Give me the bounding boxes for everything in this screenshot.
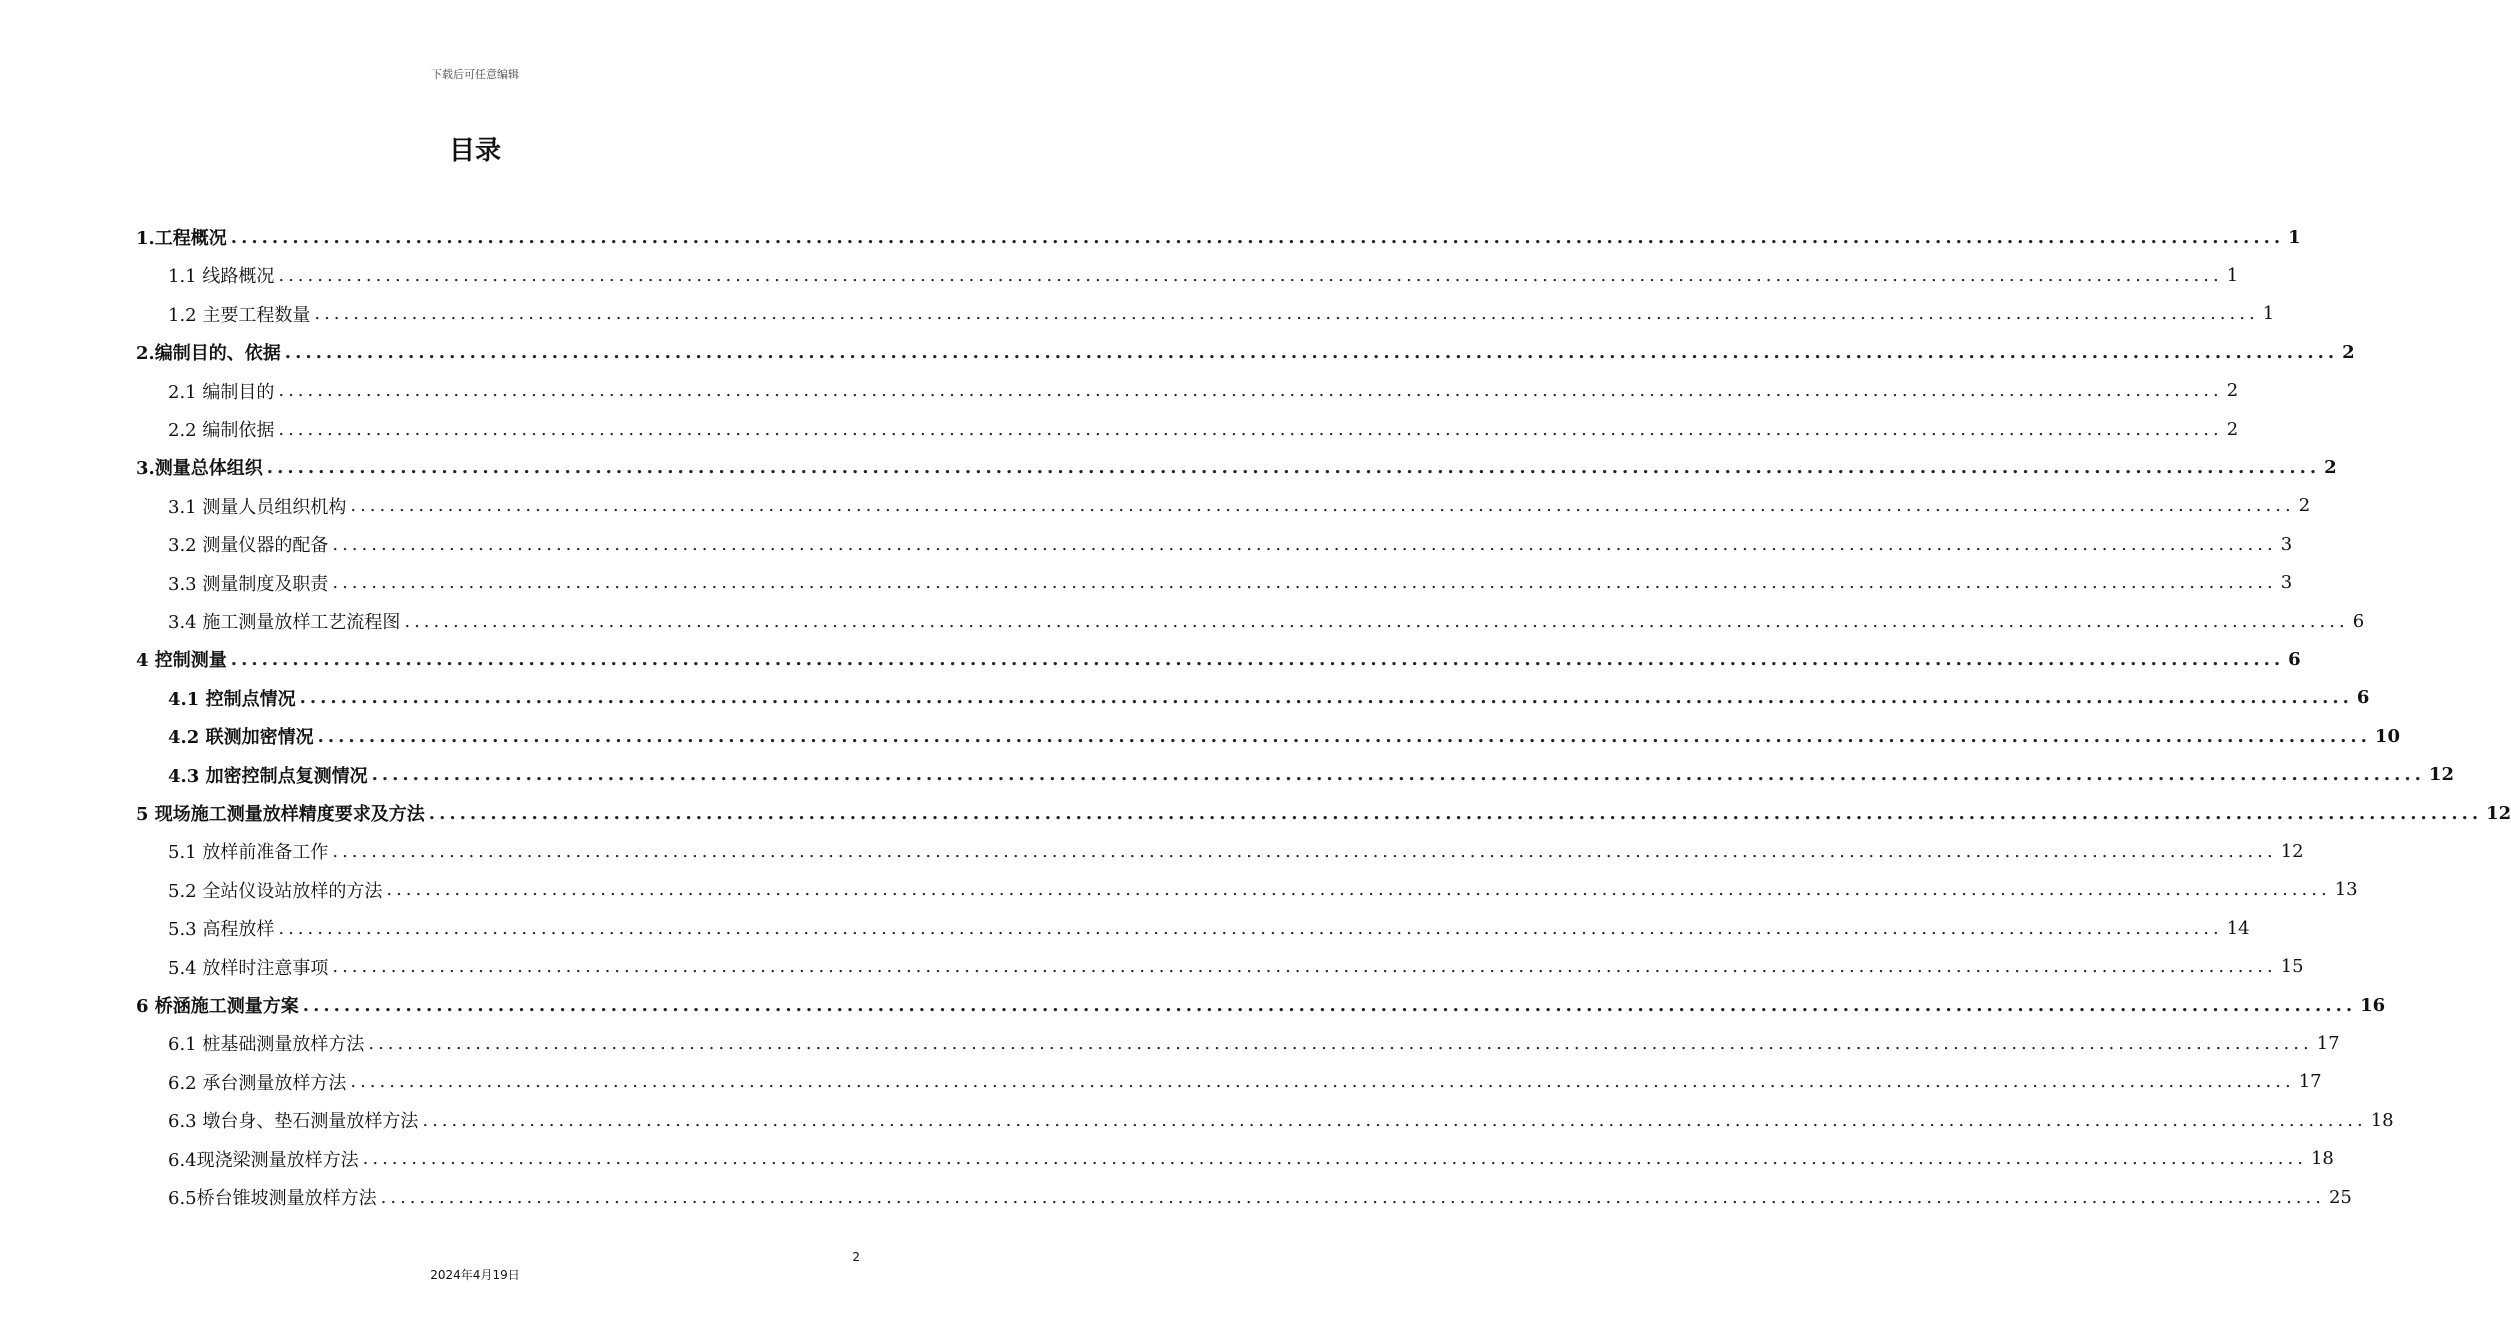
toc-entry-label: 5 现场施工测量放样精度要求及方法 (136, 804, 425, 825)
toc-entry-label: 2.1 编制目的 (168, 381, 275, 403)
toc-entry-page: 6 (2352, 610, 2365, 632)
toc-entry-page: 2 (2226, 380, 2239, 402)
toc-entry-label: 1.1 线路概况 (168, 266, 275, 288)
toc-entry-page: 2 (2298, 495, 2311, 517)
toc-leader-dots: ........................................................................................................................................................................................................ (230, 648, 2285, 670)
toc-leader-dots: ........................................................................................................................................................................................................ (278, 418, 2223, 440)
toc-entry-page: 3 (2280, 572, 2293, 594)
toc-entry-label: 1.2 主要工程数量 (168, 304, 311, 326)
toc-entry-label: 5.1 放样前准备工作 (168, 842, 329, 864)
toc-entry[interactable] (168, 1140, 2334, 1178)
toc-entry-page: 17 (2316, 1032, 2340, 1054)
toc-entry-page: 17 (2298, 1071, 2322, 1093)
toc-entry-label: 4.1 控制点情况 (168, 688, 296, 710)
toc-entry-label: 3.2 测量仪器的配备 (168, 535, 329, 557)
toc-entry-label: 6.3 墩台身、垫石测量放样方法 (168, 1111, 419, 1133)
toc-entry-page: 2 (2226, 418, 2239, 440)
toc-entry[interactable] (136, 794, 2511, 832)
toc-entry[interactable] (168, 372, 2239, 410)
toc-leader-dots: ........................................................................................................................................................................................................ (380, 1186, 2325, 1208)
toc-entry-page: 15 (2280, 956, 2304, 978)
toc-leader-dots: ........................................................................................................................................................................................................ (278, 264, 2223, 286)
toc-leader-dots: ........................................................................................................................................................................................................ (371, 764, 2425, 786)
toc-entry[interactable] (168, 756, 2454, 794)
toc-entry-label: 3.1 测量人员组织机构 (168, 496, 347, 518)
toc-entry-page: 12 (2280, 840, 2304, 862)
toc-leader-dots: ........................................................................................................................................................................................................ (332, 572, 2277, 594)
toc-entry[interactable] (168, 1024, 2340, 1062)
toc-entry-label: 1.工程概况 (136, 228, 227, 249)
toc-entry-label: 6.1 桩基础测量放样方法 (168, 1034, 365, 1056)
toc-entry[interactable] (136, 986, 2386, 1024)
toc-leader-dots: ........................................................................................................................................................................................................ (266, 456, 2321, 478)
toc-leader-dots: ........................................................................................................................................................................................................ (317, 725, 2371, 747)
toc-entry[interactable] (168, 410, 2239, 448)
toc-entry[interactable] (168, 1063, 2322, 1101)
toc-entry-page: 2 (2324, 456, 2337, 478)
toc-leader-dots: ........................................................................................................................................................................................................ (302, 994, 2357, 1016)
toc-entry[interactable] (168, 832, 2304, 870)
toc-entry[interactable] (168, 1101, 2394, 1139)
toc-entry[interactable] (168, 487, 2311, 525)
toc-entry-page: 13 (2334, 879, 2358, 901)
toc-entry-page: 12 (2486, 802, 2511, 824)
toc-leader-dots: ........................................................................................................................................................................................................ (314, 303, 2259, 325)
toc-entry[interactable] (168, 256, 2239, 294)
toc-leader-dots: ........................................................................................................................................................................................................ (284, 341, 2339, 363)
toc-leader-dots: ........................................................................................................................................................................................................ (422, 1109, 2367, 1131)
toc-entry[interactable] (136, 333, 2355, 371)
footer-date: 2024年4月19日 (430, 1268, 520, 1282)
toc-entry-label: 5.2 全站仪设站放样的方法 (168, 880, 383, 902)
toc-entry-page: 1 (2262, 303, 2275, 325)
toc-entry[interactable] (168, 1178, 2352, 1216)
toc-entry[interactable] (136, 640, 2301, 678)
toc-leader-dots: ........................................................................................................................................................................................................ (332, 956, 2277, 978)
toc-entry[interactable] (168, 948, 2304, 986)
toc-leader-dots: ........................................................................................................................................................................................................ (350, 495, 2295, 517)
toc-entry-page: 3 (2280, 533, 2293, 555)
toc-entry-label: 4.3 加密控制点复测情况 (168, 765, 368, 787)
toc-leader-dots: ........................................................................................................................................................................................................ (299, 687, 2353, 709)
header-note: 下载后可任意编辑 (431, 68, 519, 81)
toc-entry[interactable] (168, 679, 2370, 717)
toc-entry[interactable] (168, 602, 2365, 640)
toc-entry-page: 6 (2356, 687, 2370, 709)
toc-entry[interactable] (168, 909, 2250, 947)
toc-leader-dots: ........................................................................................................................................................................................................ (230, 226, 2285, 248)
toc-entry-page: 2 (2342, 341, 2355, 363)
toc-leader-dots: ........................................................................................................................................................................................................ (368, 1032, 2313, 1054)
toc-entry-page: 1 (2288, 226, 2301, 248)
toc-entry-page: 16 (2360, 994, 2386, 1016)
toc-leader-dots: ........................................................................................................................................................................................................ (278, 380, 2223, 402)
toc-entry-page: 12 (2428, 764, 2454, 786)
toc-entry-label: 5.3 高程放样 (168, 919, 275, 941)
toc-leader-dots: ........................................................................................................................................................................................................ (278, 917, 2223, 939)
toc-leader-dots: ........................................................................................................................................................................................................ (428, 802, 2483, 824)
toc-entry-label: 2.2 编制依据 (168, 420, 275, 441)
toc-entry-label: 4.2 联测加密情况 (168, 727, 314, 749)
toc-leader-dots: ........................................................................................................................................................................................................ (386, 879, 2331, 901)
toc-entry-label: 4 控制测量 (136, 650, 227, 672)
page-number: 2 (852, 1250, 860, 1264)
toc-entry-label: 3.3 测量制度及职责 (168, 573, 329, 595)
toc-entry-page: 10 (2374, 725, 2400, 747)
toc-entry[interactable] (168, 717, 2400, 755)
toc-entry[interactable] (136, 448, 2337, 486)
toc-entry-page: 18 (2370, 1109, 2394, 1131)
toc-entry-label: 5.4 放样时注意事项 (168, 957, 329, 979)
toc-entry-label: 3.4 施工测量放样工艺流程图 (168, 612, 401, 633)
toc-entry-page: 1 (2226, 264, 2239, 286)
toc-entry[interactable] (136, 218, 2301, 256)
toc-entry-page: 18 (2310, 1148, 2334, 1170)
toc-entry-page: 6 (2288, 648, 2301, 670)
page-title: 目录 (448, 136, 501, 166)
toc-entry-label: 6 桥涵施工测量方案 (136, 996, 299, 1017)
toc-entry[interactable] (168, 295, 2275, 333)
toc-entry[interactable] (168, 525, 2293, 563)
toc-entry-label: 6.2 承台测量放样方法 (168, 1072, 347, 1094)
toc-entry-page: 25 (2328, 1186, 2352, 1208)
toc-leader-dots: ........................................................................................................................................................................................................ (332, 840, 2277, 862)
toc-leader-dots: ........................................................................................................................................................................................................ (350, 1071, 2295, 1093)
toc-entry-label: 6.4现浇梁测量放样方法 (168, 1149, 359, 1171)
toc-entry-page: 14 (2226, 917, 2250, 939)
toc-entry[interactable] (168, 871, 2358, 909)
toc-entry-label: 2.编制目的、依据 (136, 343, 281, 365)
toc-leader-dots: ........................................................................................................................................................................................................ (404, 610, 2349, 632)
toc-entry-label: 3.测量总体组织 (136, 458, 263, 480)
toc-entry[interactable] (168, 564, 2293, 602)
toc-leader-dots: ........................................................................................................................................................................................................ (332, 533, 2277, 555)
toc-entry-label: 6.5桥台锥坡测量放样方法 (168, 1188, 377, 1209)
toc-leader-dots: ........................................................................................................................................................................................................ (362, 1148, 2307, 1170)
